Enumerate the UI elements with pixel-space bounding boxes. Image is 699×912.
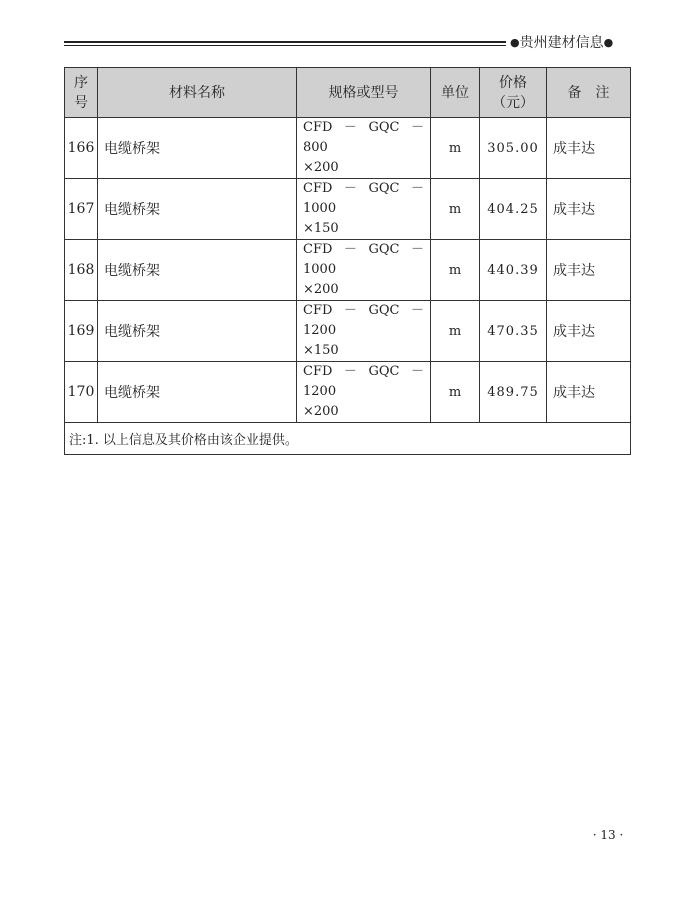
table-row xyxy=(65,362,631,423)
row-spec: CFD － GQC － 1000 ×150 xyxy=(297,179,431,240)
header-price: 价格 （元） xyxy=(480,68,547,118)
row-unit: m xyxy=(431,118,480,179)
table-row xyxy=(65,118,631,179)
row-spec: CFD － GQC － 1200 ×200 xyxy=(297,362,431,423)
row-note: 成丰达 xyxy=(547,179,631,240)
row-no: 166 xyxy=(65,118,98,179)
row-no: 167 xyxy=(65,179,98,240)
table-header-row xyxy=(65,68,631,118)
row-name: 电缆桥架 xyxy=(98,301,297,362)
running-header xyxy=(510,34,630,52)
table-row xyxy=(65,301,631,362)
row-price: 489.75 xyxy=(480,362,547,423)
row-price: 440.39 xyxy=(480,240,547,301)
bullet-icon: ● xyxy=(510,36,520,49)
row-name: 电缆桥架 xyxy=(98,179,297,240)
row-name: 电缆桥架 xyxy=(98,362,297,423)
table-footnote-row xyxy=(65,423,631,455)
row-name: 电缆桥架 xyxy=(98,240,297,301)
header-no: 序号 xyxy=(65,68,98,118)
row-unit: m xyxy=(431,179,480,240)
page-number: · 13 · xyxy=(592,828,624,842)
row-spec: CFD － GQC － 1000 ×200 xyxy=(297,240,431,301)
row-no: 168 xyxy=(65,240,98,301)
row-note: 成丰达 xyxy=(547,362,631,423)
header-material-name: 材料名称 xyxy=(98,68,297,118)
row-spec: CFD － GQC － 1200 ×150 xyxy=(297,301,431,362)
row-no: 169 xyxy=(65,301,98,362)
row-note: 成丰达 xyxy=(547,301,631,362)
header-rule-thick xyxy=(64,41,506,43)
row-note: 成丰达 xyxy=(547,240,631,301)
row-price: 404.25 xyxy=(480,179,547,240)
header-spec: 规格或型号 xyxy=(297,68,431,118)
row-note: 成丰达 xyxy=(547,118,631,179)
header-title: 贵州建材信息 xyxy=(519,35,604,51)
row-unit: m xyxy=(431,362,480,423)
table-row xyxy=(65,240,631,301)
row-no: 170 xyxy=(65,362,98,423)
header-unit: 单位 xyxy=(431,68,480,118)
table-footnote: 注:1. 以上信息及其价格由该企业提供。 xyxy=(65,423,631,455)
row-spec: CFD － GQC － 800 ×200 xyxy=(297,118,431,179)
table-row xyxy=(65,179,631,240)
row-unit: m xyxy=(431,301,480,362)
bullet-icon: ● xyxy=(603,36,614,49)
header-rule-thin xyxy=(64,45,506,46)
row-price: 305.00 xyxy=(480,118,547,179)
header-note: 备 注 xyxy=(547,68,631,118)
row-unit: m xyxy=(431,240,480,301)
price-table xyxy=(64,67,631,455)
row-price: 470.35 xyxy=(480,301,547,362)
row-name: 电缆桥架 xyxy=(98,118,297,179)
